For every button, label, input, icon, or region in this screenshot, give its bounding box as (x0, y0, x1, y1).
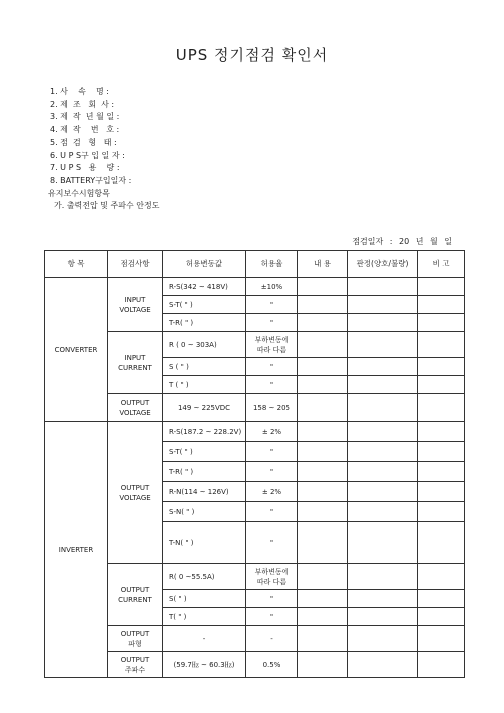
judgement-cell[interactable] (348, 564, 418, 590)
label-line: CURRENT (118, 595, 152, 604)
judgement-cell[interactable] (348, 626, 418, 652)
content-cell[interactable] (298, 502, 348, 522)
tolerance-cell: ± 2% (246, 482, 298, 502)
header-tolerance: 허용율 (246, 251, 298, 278)
range-cell: T-R( " ) (163, 314, 246, 332)
judgement-cell[interactable] (348, 278, 418, 296)
content-cell[interactable] (298, 590, 348, 608)
frequency-label (108, 652, 163, 678)
content-cell[interactable] (298, 332, 348, 358)
range-cell: S( " ) (163, 590, 246, 608)
tolerance-line: 따라 다름 (256, 577, 287, 586)
inverter-output-current-label (108, 564, 163, 626)
remarks-cell[interactable] (418, 652, 465, 678)
info-line: 6. U P S구 입 일 자 : (50, 150, 125, 160)
waveform-label (108, 626, 163, 652)
range-cell: 149 ~ 225VDC (163, 394, 246, 422)
tolerance-line: 따라 다름 (256, 345, 287, 354)
tolerance-cell: ±10% (246, 278, 298, 296)
label-line: OUTPUT (120, 655, 150, 664)
table-row (45, 422, 465, 442)
header-remarks: 비 고 (418, 251, 465, 278)
tolerance-line: 부하변동에 (254, 335, 289, 344)
tolerance-cell: " (246, 590, 298, 608)
label-line: INPUT (124, 353, 146, 362)
range-cell: - (163, 626, 246, 652)
tolerance-cell: " (246, 358, 298, 376)
range-cell: S ( " ) (163, 358, 246, 376)
judgement-cell[interactable] (348, 376, 418, 394)
tolerance-cell (246, 332, 298, 358)
remarks-cell[interactable] (418, 502, 465, 522)
judgement-cell[interactable] (348, 394, 418, 422)
tolerance-cell: 0.5% (246, 652, 298, 678)
label-line: 파형 (128, 639, 142, 648)
range-cell: T-R( " ) (163, 462, 246, 482)
judgement-cell[interactable] (348, 652, 418, 678)
header-judgement: 판정(양호/불량) (348, 251, 418, 278)
label-line: INPUT (124, 295, 146, 304)
remarks-cell[interactable] (418, 358, 465, 376)
range-cell: (59.7㎐ ~ 60.3㎐) (163, 652, 246, 678)
content-cell[interactable] (298, 442, 348, 462)
judgement-cell[interactable] (348, 608, 418, 626)
tolerance-cell: " (246, 462, 298, 482)
label-line: VOLTAGE (119, 305, 151, 314)
table-header-row (45, 251, 465, 278)
tolerance-cell: 158 ~ 205 (246, 394, 298, 422)
remarks-cell[interactable] (418, 522, 465, 564)
info-line: 1. 사 속 명 : (50, 87, 109, 96)
judgement-cell[interactable] (348, 296, 418, 314)
tolerance-cell: ± 2% (246, 422, 298, 442)
tolerance-cell: - (246, 626, 298, 652)
info-line: 3. 제 작 년 월 일 : (50, 112, 120, 122)
equipment-info (50, 86, 159, 213)
section-title: 유지보수시험항목 (48, 188, 110, 198)
inspection-date: 점검일자 : 20 년 월 일 (352, 237, 452, 246)
label-line: OUTPUT (120, 483, 150, 492)
info-line: 5. 점 검 형 태 : (50, 137, 117, 147)
input-current-label (108, 332, 163, 394)
remarks-cell[interactable] (418, 608, 465, 626)
tolerance-cell: " (246, 522, 298, 564)
header-item: 항 목 (45, 251, 108, 278)
judgement-cell[interactable] (348, 314, 418, 332)
info-line: 8. BATTERY구입일자 : (50, 175, 132, 185)
header-check: 점검사항 (108, 251, 163, 278)
range-cell: S-N( " ) (163, 502, 246, 522)
content-cell[interactable] (298, 278, 348, 296)
tolerance-cell: " (246, 442, 298, 462)
content-cell[interactable] (298, 376, 348, 394)
judgement-cell[interactable] (348, 462, 418, 482)
inverter-output-voltage-label (108, 422, 163, 564)
label-line: 주파수 (124, 665, 146, 674)
judgement-cell[interactable] (348, 442, 418, 462)
label-line: OUTPUT (120, 629, 150, 638)
judgement-cell[interactable] (348, 482, 418, 502)
table-row (45, 626, 465, 652)
table-row (45, 564, 465, 590)
remarks-cell[interactable] (418, 564, 465, 590)
range-cell: R( 0 ~55.5A) (163, 564, 246, 590)
judgement-cell[interactable] (348, 502, 418, 522)
label-line: OUTPUT (120, 585, 150, 594)
table-row (45, 278, 465, 296)
remarks-cell[interactable] (418, 296, 465, 314)
header-allowed-value: 허용변동값 (163, 251, 246, 278)
table-row (45, 332, 465, 358)
tolerance-cell: " (246, 376, 298, 394)
table-row (45, 652, 465, 678)
info-line: 4. 제 작 번 호 : (50, 125, 120, 135)
remarks-cell[interactable] (418, 314, 465, 332)
content-cell[interactable] (298, 296, 348, 314)
range-cell: R-S(342 ~ 418V) (163, 278, 246, 296)
input-voltage-label (108, 278, 163, 332)
tolerance-line: 부하변동에 (254, 567, 289, 576)
subsection-title: 가. 출력전압 및 주파수 안정도 (54, 201, 160, 211)
remarks-cell[interactable] (418, 442, 465, 462)
content-cell[interactable] (298, 626, 348, 652)
range-cell: R ( 0 ~ 303A) (163, 332, 246, 358)
label-line: CURRENT (118, 363, 152, 372)
judgement-cell[interactable] (348, 590, 418, 608)
tolerance-cell: " (246, 608, 298, 626)
remarks-cell[interactable] (418, 590, 465, 608)
range-cell: R-S(187.2 ~ 228.2V) (163, 422, 246, 442)
remarks-cell[interactable] (418, 278, 465, 296)
content-cell[interactable] (298, 358, 348, 376)
range-cell: S-T( " ) (163, 296, 246, 314)
remarks-cell[interactable] (418, 462, 465, 482)
range-cell: T( " ) (163, 608, 246, 626)
label-line: OUTPUT (120, 398, 150, 407)
tolerance-cell (246, 564, 298, 590)
info-line: 2. 제 조 회 사 : (50, 99, 115, 109)
content-cell[interactable] (298, 564, 348, 590)
range-cell: R-N(114 ~ 126V) (163, 482, 246, 502)
content-cell[interactable] (298, 482, 348, 502)
page-title: UPS 정기점검 확인서 (175, 46, 329, 64)
content-cell[interactable] (298, 522, 348, 564)
inspection-table (44, 250, 465, 678)
range-cell: T-N( " ) (163, 522, 246, 564)
label-line: VOLTAGE (119, 408, 151, 417)
content-cell[interactable] (298, 652, 348, 678)
content-cell[interactable] (298, 314, 348, 332)
range-cell: T ( " ) (163, 376, 246, 394)
header-content: 내 용 (298, 251, 348, 278)
judgement-cell[interactable] (348, 332, 418, 358)
remarks-cell[interactable] (418, 394, 465, 422)
converter-label: CONVERTER (45, 278, 108, 422)
remarks-cell[interactable] (418, 482, 465, 502)
remarks-cell[interactable] (418, 332, 465, 358)
tolerance-cell: " (246, 296, 298, 314)
label-line: VOLTAGE (119, 493, 151, 502)
content-cell[interactable] (298, 608, 348, 626)
content-cell[interactable] (298, 462, 348, 482)
inverter-label: INVERTER (45, 422, 108, 678)
tolerance-cell: " (246, 314, 298, 332)
remarks-cell[interactable] (418, 422, 465, 442)
judgement-cell[interactable] (348, 358, 418, 376)
output-voltage-label (108, 394, 163, 422)
info-line: 7. U P S 용 량 : (50, 163, 120, 173)
judgement-cell[interactable] (348, 522, 418, 564)
range-cell: S-T( " ) (163, 442, 246, 462)
judgement-cell[interactable] (348, 422, 418, 442)
remarks-cell[interactable] (418, 626, 465, 652)
content-cell[interactable] (298, 394, 348, 422)
table-row (45, 394, 465, 422)
tolerance-cell: " (246, 502, 298, 522)
remarks-cell[interactable] (418, 376, 465, 394)
content-cell[interactable] (298, 422, 348, 442)
